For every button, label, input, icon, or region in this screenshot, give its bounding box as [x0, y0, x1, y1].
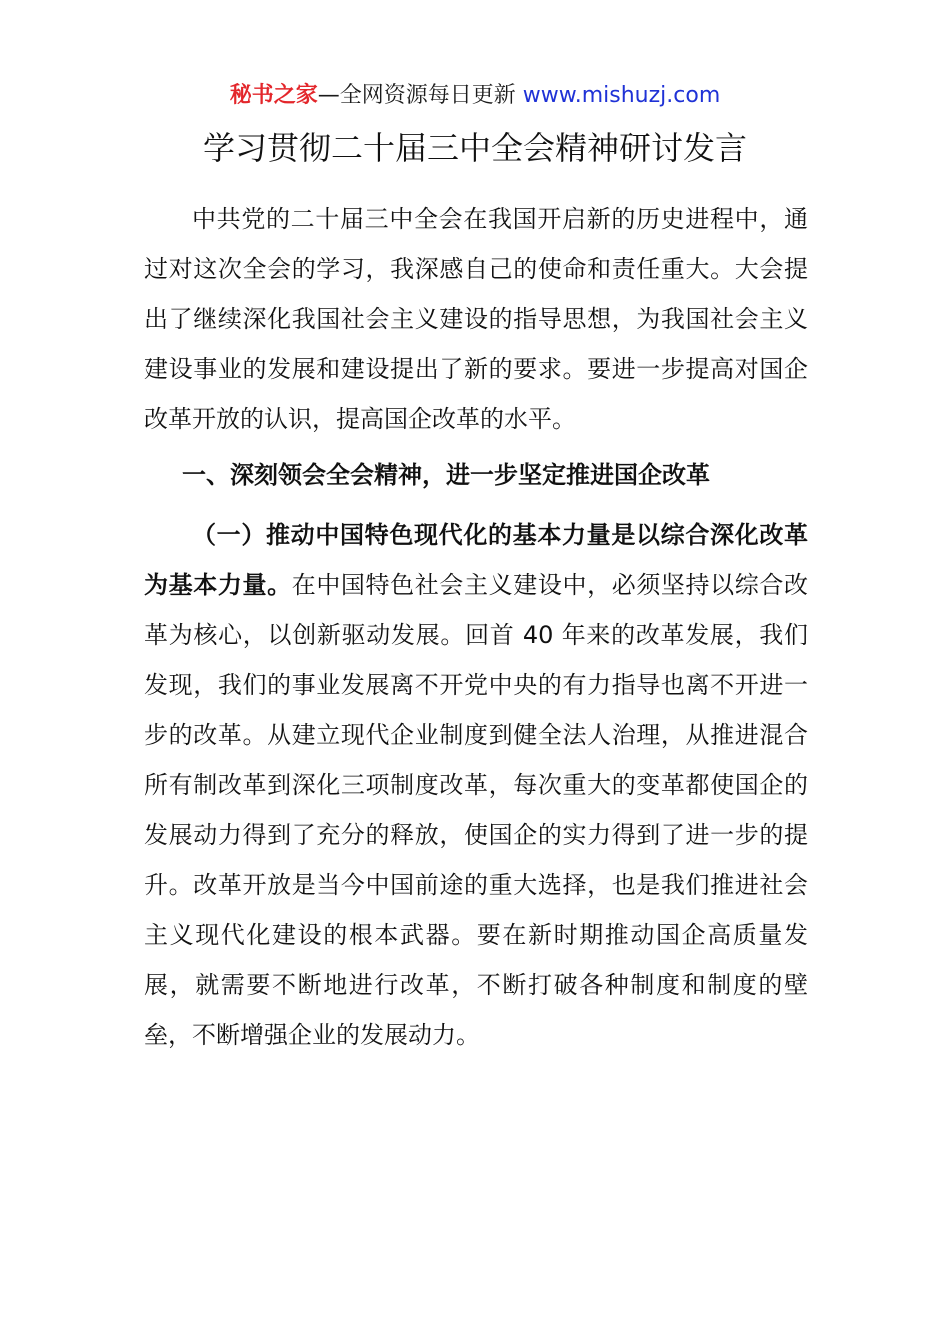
document-title: 学习贯彻二十届三中全会精神研讨发言 [202, 129, 747, 167]
site-brand: 秘书之家 [229, 83, 318, 108]
subsection-lead: （一）推动中国特色现代化的基本力量是以综合深化改革为基本力量。 [144, 521, 808, 599]
subsection-text: 在中国特色社会主义建设中，必须坚持以综合改革为核心，以创新驱动发展。回首 40 年来的改革发展，我们发现，我们的事业发展离不开党中央的有力指导也离不开进一步的改革。从建立现代企业制度到健全法人治理，从推进混合所有制改革到深化三项制度改革，每次重大的变革都使国企的发展动力得到了充分的释放，使国企的实力得到了进一步的提升。改革开放是当今中国前途的重大选择，也是我们推进社会主义现代化建设的根本武器。要在新时期推动国企高质量发展，就需要不断地进行改革，不断打破各种制度和制度的壁垒，不断增强企业的发展动力。 [144, 571, 809, 1049]
site-header [0, 80, 950, 112]
site-tagline: —全网资源每日更新 [317, 83, 523, 108]
subsection-paragraph-1 [144, 500, 808, 1060]
document-body [144, 194, 808, 1060]
intro-paragraph: 中共党的二十届三中全会在我国开启新的历史进程中，通过对这次全会的学习，我深感自己的使命和责任重大。大会提出了继续深化我国社会主义建设的指导思想，为我国社会主义建设事业的发展和建设提出了新的要求。要进一步提高对国企改革开放的认识，提高国企改革的水平。 [144, 205, 808, 433]
section-heading-1: 一、深刻领会全会精神，进一步坚定推进国企改革 [182, 461, 710, 489]
site-url-link[interactable]: www.mishuzj.com [522, 83, 721, 108]
